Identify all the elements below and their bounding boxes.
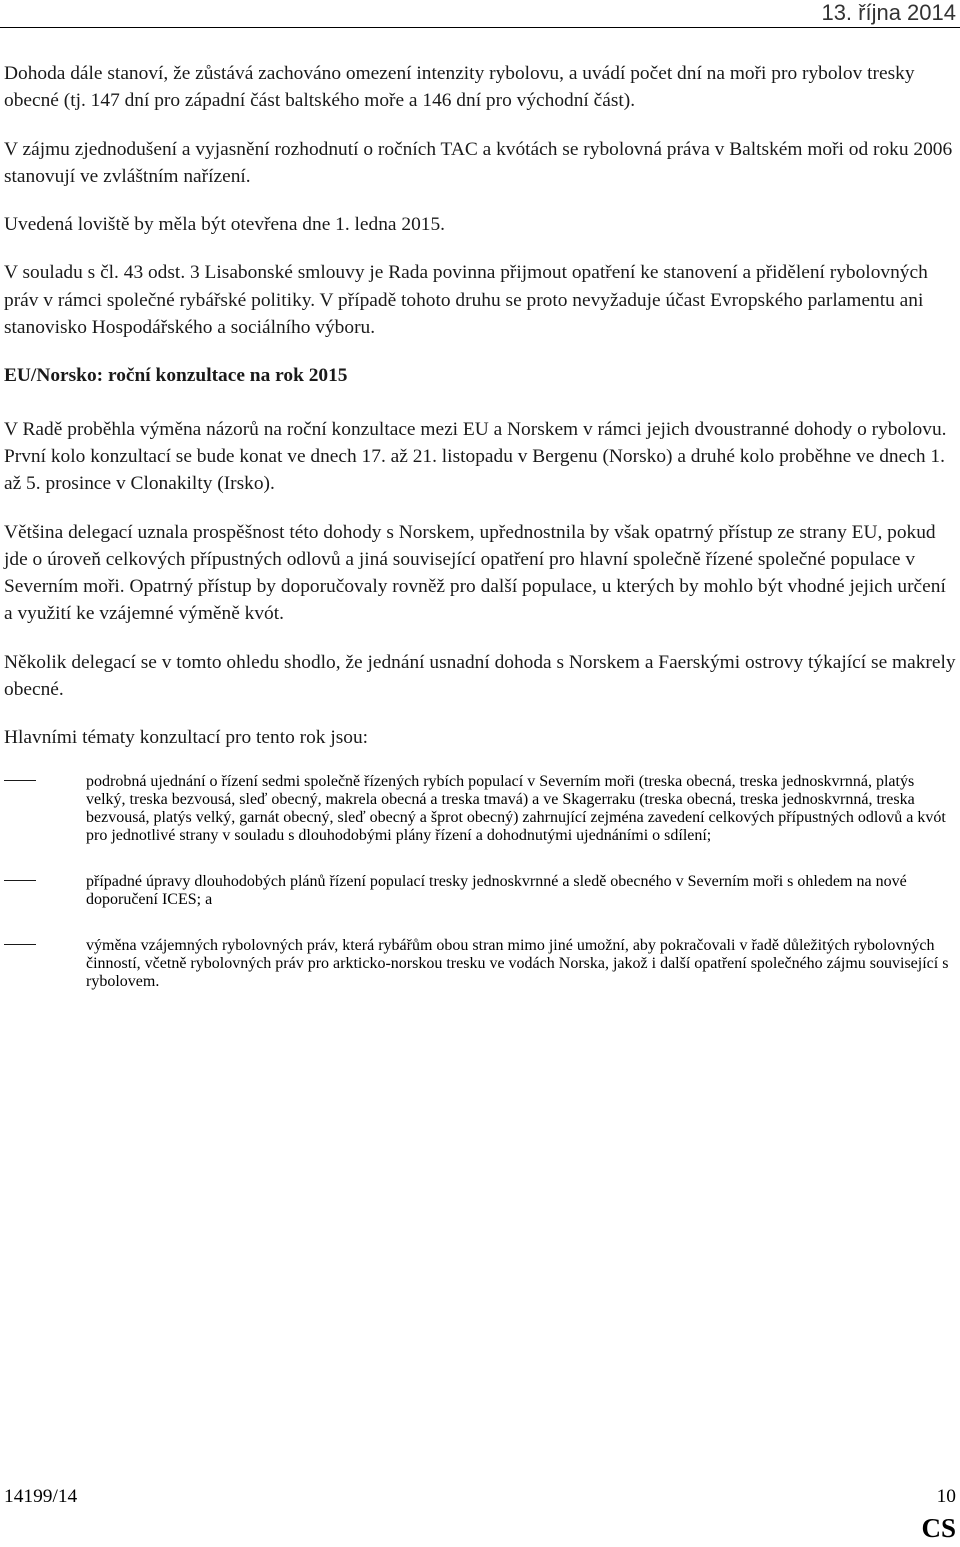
- footer-document-reference: 14199/14: [4, 1486, 78, 1507]
- dash-bullet-icon: [4, 873, 86, 909]
- paragraph-lisbon-treaty: V souladu s čl. 43 odst. 3 Lisabonské smlouvy je Rada povinna přijmout opatření ke stanovení a přidělení rybolovných práv v rámci společné rybářské politiky. V případě tohoto druhu se proto nevyžaduje účast Evropského parlamentu ani stanovisko Hospodářského a sociálního výboru.: [4, 262, 928, 339]
- list-item: [4, 773, 956, 845]
- paragraph-main-topics: Hlavními tématy konzultací pro tento rok jsou:: [4, 727, 369, 749]
- section-heading: EU/Norsko: roční konzultace na rok 2015: [4, 365, 348, 387]
- header-date: 13. října 2014: [821, 0, 956, 25]
- list-item: [4, 873, 956, 909]
- paragraph-fishing-opening: Uvedená loviště by měla být otevřena dne 1. ledna 2015.: [4, 214, 446, 236]
- list-item-text: podrobná ujednání o řízení sedmi společně řízených rybích populací v Severním moři (treska obecná, treska jednoskvrnná, platýs velký, treska bezvousá, sleď obecný, makrela obecná a treska tmavá) a ve Skagerraku (treska obecná, treska jednoskvrnná, treska bezvousá, platýs velký, garnát obecný, sleď obecný a šprot obecný) zahrnující zejména zavedení celkových přípustných odlovů a kvót pro jednotlivé strany v souladu s dlouhodobými plány řízení a dohodnutými ujednáními o sdílení;: [86, 772, 946, 844]
- paragraph-baltic-regulation: V zájmu zjednodušení a vyjasnění rozhodnutí o ročních TAC a kvótách se rybolovná práva v Baltském moři od roku 2006 stanovují ve zvláštním nařízení.: [4, 138, 953, 187]
- paragraph-fishing-effort: Dohoda dále stanoví, že zůstává zachováno omezení intenzity rybolovu, a uvádí počet dní na moři pro rybolov tresky obecné (tj. 147 dní pro západní část baltského moře a 146 dní pro východní část).: [4, 63, 915, 112]
- dash-bullet-icon: [4, 937, 86, 991]
- topics-list: [4, 773, 956, 991]
- list-item-text: případné úpravy dlouhodobých plánů řízení populací tresky jednoskvrnné a sledě obecného v Severním moři s ohledem na nové doporučení ICES; a: [86, 872, 907, 908]
- list-item-text: výměna vzájemných rybolovných práv, která rybářům obou stran mimo jiné umožní, aby pokračovali v řadě důležitých rybolovných činností, včetně rybolovných práv pro arkticko-norskou tresku ve vodách Norska, jakož i další opatření společného zájmu související s rybolovem.: [86, 936, 949, 990]
- paragraph-consultations: V Radě proběhla výměna názorů na roční konzultace mezi EU a Norskem v rámci jejich dvoustranné dohody o rybolovu. První kolo konzultací se bude konat ve dnech 17. až 21. listopadu v Bergenu (Norsko) a druhé kolo proběhne ve dnech 1. až 5. prosince v Clonakilty (Irsko).: [4, 418, 947, 495]
- footer-language-code: CS: [921, 1513, 956, 1543]
- list-item: [4, 937, 956, 991]
- header-rule: [0, 27, 960, 28]
- paragraph-delegations-approach: Většina delegací uznala prospěšnost této dohody s Norskem, upřednostnila by však opatrný přístup ze strany EU, pokud jde o úroveň celkových přípustných odlovů a jiná související opatření pro hlavní společně řízené společné populace v Severním moři. Opatrný přístup by doporučovaly rovněž pro další populace, u kterých by mohlo být vhodné jejich určení a využití ke vzájemné výměně kvót.: [4, 521, 946, 625]
- paragraph-mackerel: Několik delegací se v tomto ohledu shodlo, že jednání usnadní dohoda s Norskem a Faerskými ostrovy týkající se makrely obecné.: [4, 651, 956, 701]
- dash-bullet-icon: [4, 773, 86, 845]
- footer-page-number: 10: [936, 1486, 956, 1507]
- document-body: [4, 60, 956, 991]
